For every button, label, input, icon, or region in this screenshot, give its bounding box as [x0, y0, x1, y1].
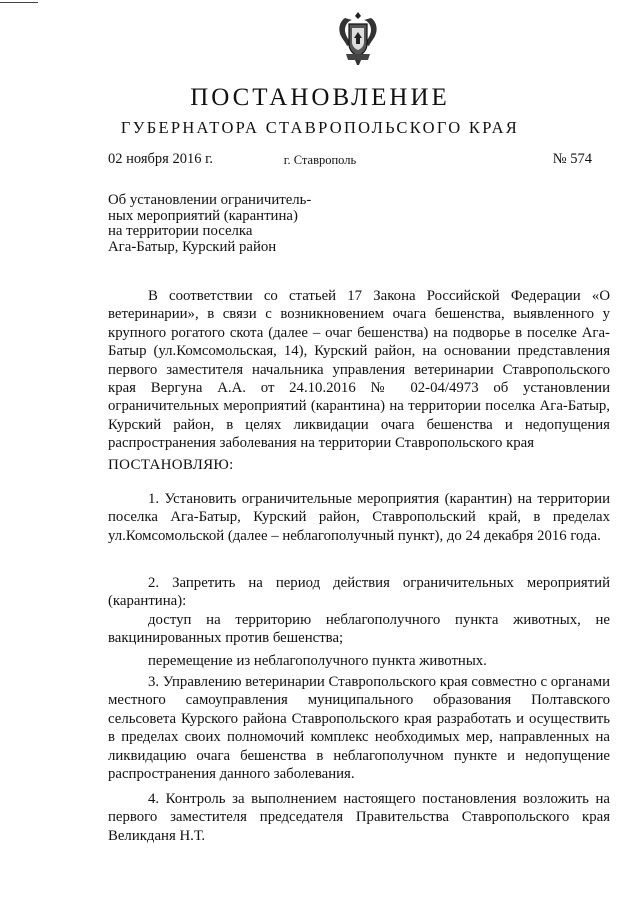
document-date: 02 ноября 2016 г.: [108, 151, 214, 167]
corner-mark: [0, 2, 38, 3]
subject-line: ных мероприятий (карантина): [108, 207, 298, 224]
coat-of-arms-icon: [337, 10, 379, 66]
document-number: № 574: [552, 151, 592, 167]
item-4-paragraph: 4. Контроль за выполнением настоящего постановления возложить на первого заместителя председателя Правительства Ставропольского края Великданя Н.Т.: [108, 791, 610, 844]
document-title: ПОСТАНОВЛЕНИЕ: [190, 84, 450, 111]
document-subtitle: ГУБЕРНАТОРА СТАВРОПОЛЬСКОГО КРАЯ: [120, 118, 520, 137]
subject-line: Об установлении ограничитель-: [108, 192, 312, 208]
item-3-block: [108, 673, 610, 783]
item-2-block: [108, 574, 610, 670]
document-subject: [108, 193, 311, 255]
preamble-paragraph: В соответствии со статьей 17 Закона Российской Федерации «О ветеринарии», в связи с возникновением очага бешенства, выявленного у крупного рогатого скота (далее – очаг бешенства) на подворье в поселке Ага-Батыр (ул.Комсомольская, 14), Курский район, на основании представления первого заместителя начальника управления ветеринарии Ставропольского края Вергуна А.А. от 24.10.2016 № 02-04/4973 об установлении ограничительных мероприятий (карантина) на территории поселка Ага-Батыр, Курский район, в целях ликвидации очага бешенства и недопущения распространения заболевания на территории Ставропольского края: [108, 288, 610, 452]
preamble-block: [108, 287, 610, 453]
subject-line: Ага-Батыр, Курский район: [108, 238, 277, 255]
decree-word: ПОСТАНОВЛЯЮ:: [108, 457, 234, 473]
item-2-subitem-a: доступ на территорию неблагополучного пункта животных, не вакцинированных против бешенства;: [108, 611, 610, 647]
item-4-block: [108, 790, 610, 845]
item-1-paragraph: 1. Установить ограничительные мероприятия (карантин) на территории поселка Ага-Батыр, Курский район, Ставропольский край, в пределах ул.Комсомольской (далее – неблагополучный пункт), до 24 декабря 2016 года.: [108, 491, 610, 544]
document-city: г. Ставрополь: [283, 153, 357, 167]
item-2-paragraph: 2. Запретить на период действия ограничительных мероприятий (карантина):: [108, 575, 610, 610]
item-2-subitem-b: перемещение из неблагополучного пункта животных.: [148, 652, 487, 669]
item-3-paragraph: 3. Управлению ветеринарии Ставропольского края совместно с органами местного самоуправления муниципального образования Полтавского сельсовета Курского района Ставропольского края разработать и осуществить в пределах своих полномочий комплекс необходимых мер, направленных на ликвидацию очага бешенства в неблагополучном пункте и недопущение распространения данного заболевания.: [108, 674, 610, 783]
subject-line: на территории поселка: [108, 223, 253, 239]
item-1-block: [108, 490, 610, 545]
